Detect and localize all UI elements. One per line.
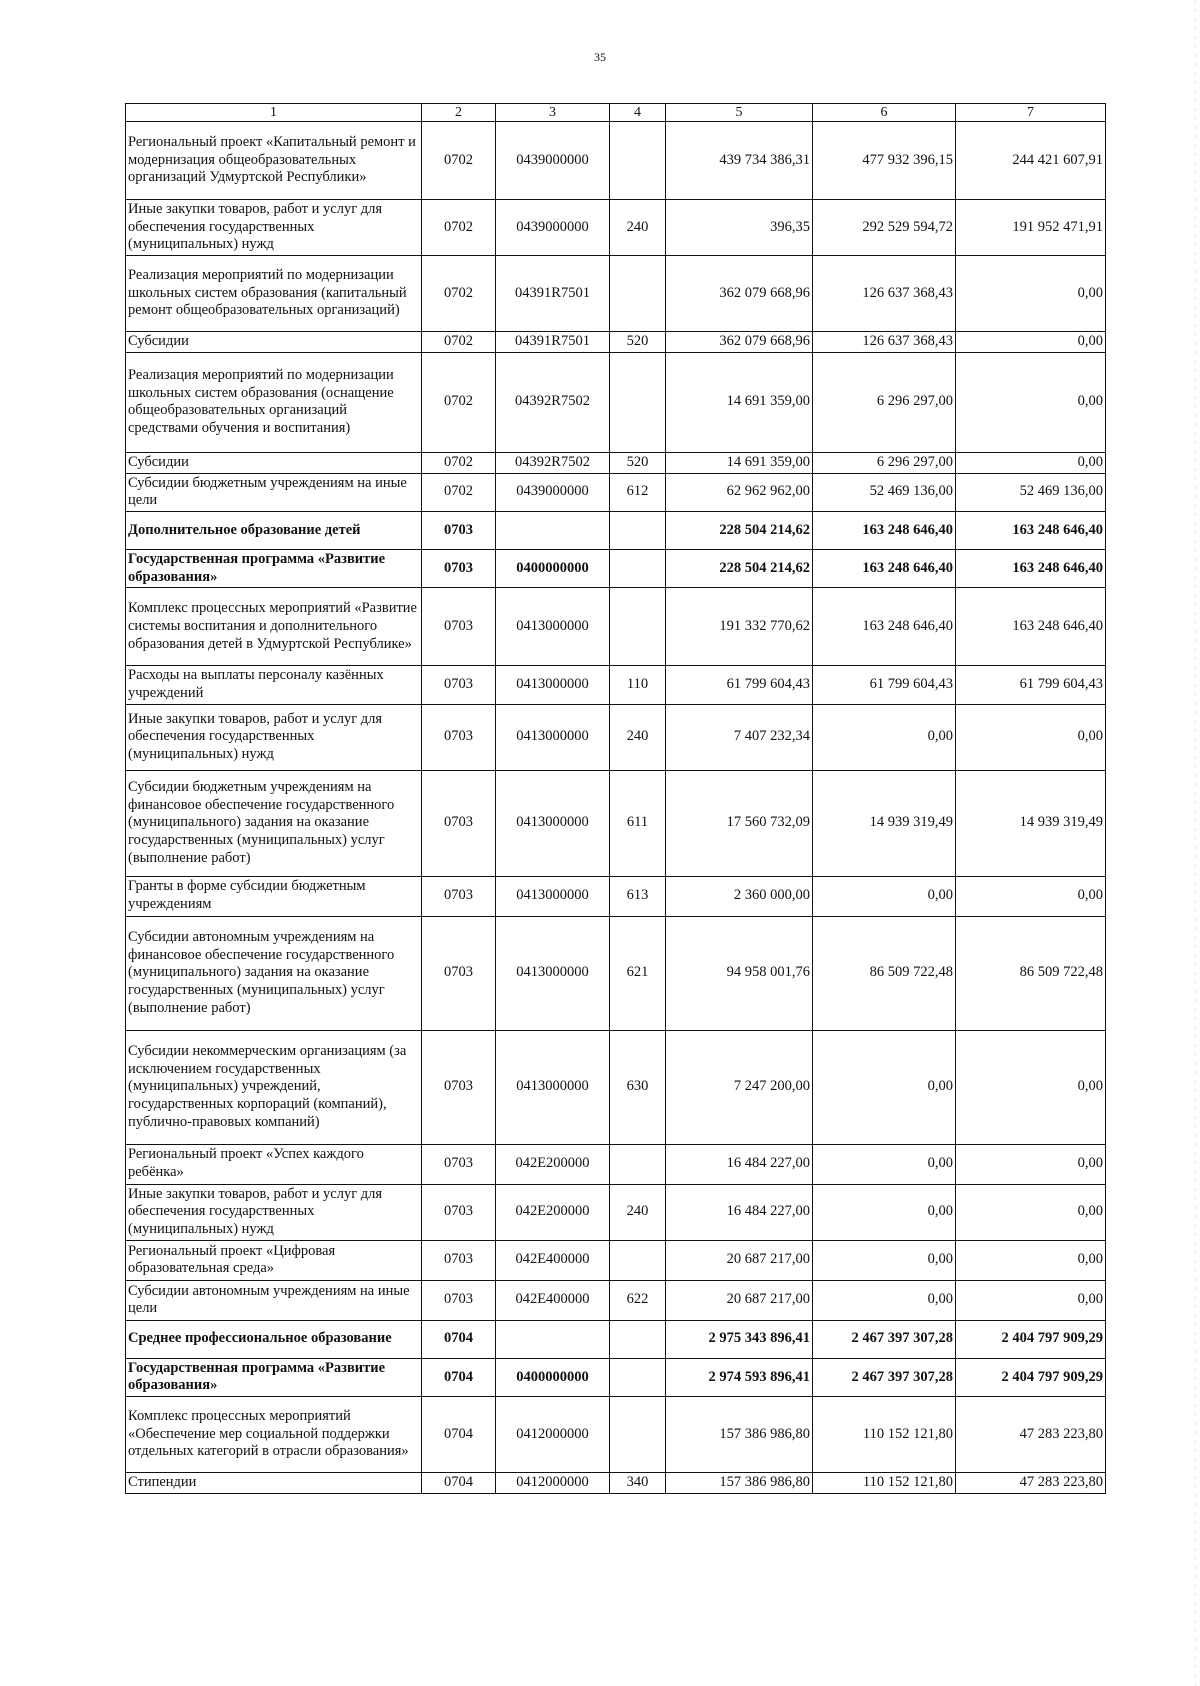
table-header xyxy=(126,104,1106,122)
row-amount-col5: 439 734 386,31 xyxy=(666,122,813,200)
row-section-code: 0703 xyxy=(422,549,496,587)
row-amount-col6: 6 296 297,00 xyxy=(813,352,956,452)
table-row xyxy=(126,122,1106,200)
table-row xyxy=(126,666,1106,704)
budget-table xyxy=(125,103,1106,1494)
row-expense-type: 240 xyxy=(610,200,666,256)
row-amount-col5: 61 799 604,43 xyxy=(666,666,813,704)
row-amount-col5: 20 687 217,00 xyxy=(666,1280,813,1320)
row-section-code: 0704 xyxy=(422,1320,496,1358)
row-expense-type: 110 xyxy=(610,666,666,704)
row-amount-col5: 157 386 986,80 xyxy=(666,1473,813,1494)
row-amount-col6: 0,00 xyxy=(813,1280,956,1320)
row-amount-col6: 163 248 646,40 xyxy=(813,588,956,666)
table-row xyxy=(126,1320,1106,1358)
row-amount-col5: 2 975 343 896,41 xyxy=(666,1320,813,1358)
row-amount-col5: 228 504 214,62 xyxy=(666,549,813,587)
table-row xyxy=(126,352,1106,452)
row-target-code: 0400000000 xyxy=(496,549,610,587)
row-amount-col6: 163 248 646,40 xyxy=(813,511,956,549)
row-expense-type: 613 xyxy=(610,876,666,916)
table-row xyxy=(126,1397,1106,1473)
row-amount-col7: 0,00 xyxy=(956,352,1106,452)
row-amount-col7: 47 283 223,80 xyxy=(956,1473,1106,1494)
row-name: Субсидии автономным учреждениям на финансовое обеспечение государственного (муниципального) задания на оказание государственных (муниципальных) услуг (выполнение работ) xyxy=(126,916,422,1030)
row-target-code: 0412000000 xyxy=(496,1397,610,1473)
row-name: Комплекс процессных мероприятий «Развитие системы воспитания и дополнительного образования детей в Удмуртской Республике» xyxy=(126,588,422,666)
row-amount-col7: 0,00 xyxy=(956,704,1106,770)
row-amount-col7: 61 799 604,43 xyxy=(956,666,1106,704)
row-amount-col5: 7 247 200,00 xyxy=(666,1030,813,1144)
table-row xyxy=(126,770,1106,876)
row-target-code: 0413000000 xyxy=(496,1030,610,1144)
row-section-code: 0703 xyxy=(422,588,496,666)
table-row xyxy=(126,1030,1106,1144)
row-amount-col7: 2 404 797 909,29 xyxy=(956,1358,1106,1396)
row-amount-col6: 0,00 xyxy=(813,1184,956,1240)
row-target-code: 0400000000 xyxy=(496,1358,610,1396)
row-amount-col6: 126 637 368,43 xyxy=(813,332,956,353)
row-name: Субсидии xyxy=(126,452,422,473)
row-amount-col7: 0,00 xyxy=(956,1144,1106,1184)
table-row xyxy=(126,1240,1106,1280)
row-section-code: 0703 xyxy=(422,916,496,1030)
row-amount-col6: 0,00 xyxy=(813,1240,956,1280)
row-amount-col6: 0,00 xyxy=(813,704,956,770)
row-amount-col7: 0,00 xyxy=(956,452,1106,473)
header-cell: 4 xyxy=(610,104,666,122)
row-amount-col6: 2 467 397 307,28 xyxy=(813,1320,956,1358)
row-expense-type xyxy=(610,352,666,452)
row-target-code: 0413000000 xyxy=(496,770,610,876)
row-section-code: 0702 xyxy=(422,200,496,256)
row-amount-col5: 362 079 668,96 xyxy=(666,256,813,332)
row-target-code: 0439000000 xyxy=(496,473,610,511)
row-name: Реализация мероприятий по модернизации школьных систем образования (оснащение общеобразовательных организаций средствами обучения и воспитания) xyxy=(126,352,422,452)
row-section-code: 0703 xyxy=(422,876,496,916)
row-amount-col5: 17 560 732,09 xyxy=(666,770,813,876)
row-amount-col6: 292 529 594,72 xyxy=(813,200,956,256)
row-expense-type xyxy=(610,511,666,549)
row-section-code: 0704 xyxy=(422,1358,496,1396)
row-section-code: 0703 xyxy=(422,511,496,549)
row-expense-type: 520 xyxy=(610,332,666,353)
row-name: Субсидии автономным учреждениям на иные цели xyxy=(126,1280,422,1320)
row-section-code: 0704 xyxy=(422,1473,496,1494)
header-cell: 7 xyxy=(956,104,1106,122)
row-amount-col7: 0,00 xyxy=(956,256,1106,332)
row-amount-col5: 7 407 232,34 xyxy=(666,704,813,770)
row-amount-col5: 362 079 668,96 xyxy=(666,332,813,353)
row-name: Региональный проект «Успех каждого ребёнка» xyxy=(126,1144,422,1184)
row-target-code: 04391R7501 xyxy=(496,332,610,353)
row-amount-col6: 61 799 604,43 xyxy=(813,666,956,704)
table-row xyxy=(126,452,1106,473)
table-row xyxy=(126,704,1106,770)
header-cell: 3 xyxy=(496,104,610,122)
scan-edge-mark xyxy=(1195,0,1196,1686)
row-expense-type: 340 xyxy=(610,1473,666,1494)
header-cell: 6 xyxy=(813,104,956,122)
row-target-code: 0413000000 xyxy=(496,876,610,916)
row-expense-type: 240 xyxy=(610,1184,666,1240)
row-amount-col7: 86 509 722,48 xyxy=(956,916,1106,1030)
row-amount-col5: 16 484 227,00 xyxy=(666,1184,813,1240)
row-target-code: 04392R7502 xyxy=(496,352,610,452)
row-expense-type xyxy=(610,122,666,200)
row-expense-type: 630 xyxy=(610,1030,666,1144)
row-amount-col6: 110 152 121,80 xyxy=(813,1397,956,1473)
row-name: Иные закупки товаров, работ и услуг для обеспечения государственных (муниципальных) нужд xyxy=(126,704,422,770)
row-amount-col5: 94 958 001,76 xyxy=(666,916,813,1030)
row-target-code: 0413000000 xyxy=(496,666,610,704)
row-amount-col6: 86 509 722,48 xyxy=(813,916,956,1030)
table-row xyxy=(126,256,1106,332)
table-row xyxy=(126,588,1106,666)
row-target-code xyxy=(496,1320,610,1358)
row-name: Гранты в форме субсидии бюджетным учреждениям xyxy=(126,876,422,916)
row-target-code: 042E200000 xyxy=(496,1144,610,1184)
row-name: Субсидии бюджетным учреждениям на финансовое обеспечение государственного (муниципального) задания на оказание государственных (муниципальных) услуг (выполнение работ) xyxy=(126,770,422,876)
row-amount-col7: 163 248 646,40 xyxy=(956,511,1106,549)
row-amount-col7: 163 248 646,40 xyxy=(956,549,1106,587)
row-expense-type: 240 xyxy=(610,704,666,770)
row-expense-type: 520 xyxy=(610,452,666,473)
header-cell: 1 xyxy=(126,104,422,122)
row-section-code: 0702 xyxy=(422,122,496,200)
table-row xyxy=(126,511,1106,549)
table-body xyxy=(126,122,1106,1494)
row-section-code: 0703 xyxy=(422,1184,496,1240)
row-amount-col7: 0,00 xyxy=(956,1030,1106,1144)
table-row xyxy=(126,1184,1106,1240)
table-row xyxy=(126,473,1106,511)
row-expense-type xyxy=(610,1397,666,1473)
row-amount-col7: 0,00 xyxy=(956,1240,1106,1280)
row-name: Среднее профессиональное образование xyxy=(126,1320,422,1358)
row-amount-col7: 244 421 607,91 xyxy=(956,122,1106,200)
row-name: Реализация мероприятий по модернизации школьных систем образования (капитальный ремонт общеобразовательных организаций) xyxy=(126,256,422,332)
row-section-code: 0703 xyxy=(422,770,496,876)
row-target-code: 04391R7501 xyxy=(496,256,610,332)
row-amount-col7: 0,00 xyxy=(956,1184,1106,1240)
table-row xyxy=(126,916,1106,1030)
row-name: Субсидии бюджетным учреждениям на иные цели xyxy=(126,473,422,511)
row-expense-type xyxy=(610,256,666,332)
row-amount-col5: 14 691 359,00 xyxy=(666,352,813,452)
row-amount-col7: 52 469 136,00 xyxy=(956,473,1106,511)
row-section-code: 0703 xyxy=(422,1144,496,1184)
row-target-code: 042E200000 xyxy=(496,1184,610,1240)
row-name: Региональный проект «Цифровая образовательная среда» xyxy=(126,1240,422,1280)
row-expense-type: 611 xyxy=(610,770,666,876)
row-name: Субсидии некоммерческим организациям (за исключением государственных (муниципальных) учреждений, государственных корпораций (компаний), публично-правовых компаний) xyxy=(126,1030,422,1144)
row-amount-col5: 191 332 770,62 xyxy=(666,588,813,666)
row-name: Субсидии xyxy=(126,332,422,353)
row-expense-type: 612 xyxy=(610,473,666,511)
table-row xyxy=(126,1358,1106,1396)
table-row xyxy=(126,200,1106,256)
row-amount-col7: 0,00 xyxy=(956,1280,1106,1320)
header-row xyxy=(126,104,1106,122)
header-cell: 5 xyxy=(666,104,813,122)
row-name: Комплекс процессных мероприятий «Обеспечение мер социальной поддержки отдельных категорий в отрасли образования» xyxy=(126,1397,422,1473)
row-amount-col6: 6 296 297,00 xyxy=(813,452,956,473)
page-number: 35 xyxy=(594,50,606,64)
row-amount-col6: 163 248 646,40 xyxy=(813,549,956,587)
row-section-code: 0702 xyxy=(422,473,496,511)
row-target-code: 042E400000 xyxy=(496,1280,610,1320)
row-expense-type: 621 xyxy=(610,916,666,1030)
row-name: Расходы на выплаты персоналу казённых учреждений xyxy=(126,666,422,704)
row-amount-col6: 0,00 xyxy=(813,1144,956,1184)
row-name: Региональный проект «Капитальный ремонт и модернизация общеобразовательных организаций Удмуртской Республики» xyxy=(126,122,422,200)
row-amount-col7: 2 404 797 909,29 xyxy=(956,1320,1106,1358)
row-amount-col7: 47 283 223,80 xyxy=(956,1397,1106,1473)
row-amount-col7: 163 248 646,40 xyxy=(956,588,1106,666)
row-section-code: 0702 xyxy=(422,452,496,473)
row-name: Государственная программа «Развитие образования» xyxy=(126,549,422,587)
row-expense-type xyxy=(610,1358,666,1396)
row-amount-col6: 477 932 396,15 xyxy=(813,122,956,200)
row-amount-col6: 0,00 xyxy=(813,876,956,916)
row-target-code: 0439000000 xyxy=(496,200,610,256)
table-row xyxy=(126,332,1106,353)
row-amount-col5: 396,35 xyxy=(666,200,813,256)
row-expense-type xyxy=(610,1320,666,1358)
row-section-code: 0702 xyxy=(422,332,496,353)
row-amount-col7: 191 952 471,91 xyxy=(956,200,1106,256)
row-expense-type xyxy=(610,1240,666,1280)
table-row xyxy=(126,1280,1106,1320)
row-section-code: 0703 xyxy=(422,1030,496,1144)
row-section-code: 0702 xyxy=(422,352,496,452)
row-expense-type xyxy=(610,549,666,587)
row-target-code: 0413000000 xyxy=(496,588,610,666)
row-amount-col5: 157 386 986,80 xyxy=(666,1397,813,1473)
row-expense-type: 622 xyxy=(610,1280,666,1320)
row-name: Дополнительное образование детей xyxy=(126,511,422,549)
row-amount-col5: 20 687 217,00 xyxy=(666,1240,813,1280)
row-amount-col5: 2 360 000,00 xyxy=(666,876,813,916)
row-section-code: 0703 xyxy=(422,1240,496,1280)
row-name: Иные закупки товаров, работ и услуг для обеспечения государственных (муниципальных) нужд xyxy=(126,1184,422,1240)
row-name: Иные закупки товаров, работ и услуг для обеспечения государственных (муниципальных) нужд xyxy=(126,200,422,256)
table-row xyxy=(126,1144,1106,1184)
row-amount-col7: 0,00 xyxy=(956,876,1106,916)
table-row xyxy=(126,876,1106,916)
row-amount-col6: 52 469 136,00 xyxy=(813,473,956,511)
row-amount-col7: 0,00 xyxy=(956,332,1106,353)
row-expense-type xyxy=(610,588,666,666)
row-amount-col6: 14 939 319,49 xyxy=(813,770,956,876)
row-target-code xyxy=(496,511,610,549)
row-amount-col5: 14 691 359,00 xyxy=(666,452,813,473)
table-row xyxy=(126,1473,1106,1494)
row-expense-type xyxy=(610,1144,666,1184)
row-target-code: 0412000000 xyxy=(496,1473,610,1494)
row-amount-col5: 228 504 214,62 xyxy=(666,511,813,549)
row-target-code: 0439000000 xyxy=(496,122,610,200)
row-amount-col5: 62 962 962,00 xyxy=(666,473,813,511)
row-target-code: 0413000000 xyxy=(496,916,610,1030)
row-section-code: 0702 xyxy=(422,256,496,332)
row-section-code: 0703 xyxy=(422,666,496,704)
row-amount-col6: 2 467 397 307,28 xyxy=(813,1358,956,1396)
row-target-code: 042E400000 xyxy=(496,1240,610,1280)
row-name: Государственная программа «Развитие образования» xyxy=(126,1358,422,1396)
table-row xyxy=(126,549,1106,587)
row-target-code: 04392R7502 xyxy=(496,452,610,473)
row-amount-col5: 2 974 593 896,41 xyxy=(666,1358,813,1396)
row-section-code: 0703 xyxy=(422,704,496,770)
row-amount-col6: 0,00 xyxy=(813,1030,956,1144)
row-section-code: 0703 xyxy=(422,1280,496,1320)
header-cell: 2 xyxy=(422,104,496,122)
row-section-code: 0704 xyxy=(422,1397,496,1473)
row-name: Стипендии xyxy=(126,1473,422,1494)
row-target-code: 0413000000 xyxy=(496,704,610,770)
row-amount-col6: 126 637 368,43 xyxy=(813,256,956,332)
row-amount-col7: 14 939 319,49 xyxy=(956,770,1106,876)
row-amount-col5: 16 484 227,00 xyxy=(666,1144,813,1184)
row-amount-col6: 110 152 121,80 xyxy=(813,1473,956,1494)
